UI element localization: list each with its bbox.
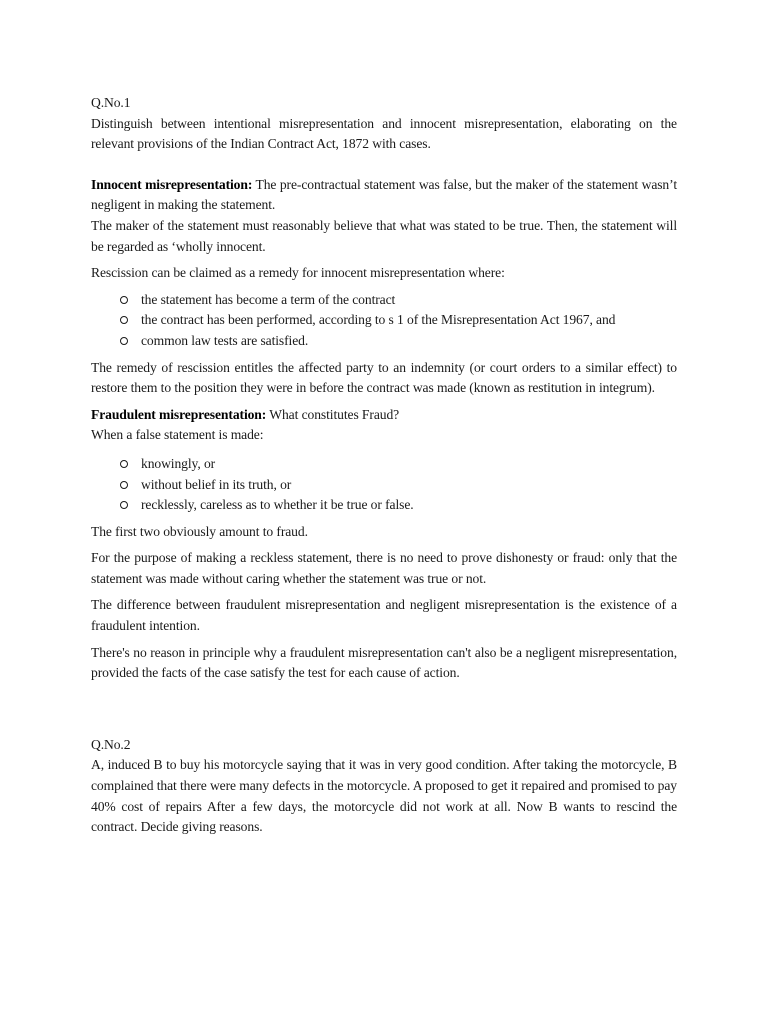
innocent-heading: Innocent misrepresentation: (91, 176, 253, 192)
question-1-text: Distinguish between intentional misrepresentation and innocent misrepresentation, elaborating on the relevant provisions of the Indian Contract Act, 1872 with cases. (91, 115, 677, 152)
question-1-label: Q.No.1 (91, 95, 131, 110)
innocent-paragraph-2: The maker of the statement must reasonably believe that what was stated to be true. Then, the statement will be regarded as ‘wholly innocent. (91, 217, 677, 254)
list-item: common law tests are satisfied. (141, 331, 677, 352)
first-two-paragraph: The first two obviously amount to fraud. (91, 523, 308, 539)
list-item: the statement has become a term of the contract (141, 290, 677, 311)
fraud-paragraph (91, 405, 677, 426)
reckless-paragraph: For the purpose of making a reckless statement, there is no need to prove dishonesty or fraud: only that the statement was made without caring whether the statement was true or not. (91, 550, 677, 586)
rescission-list (91, 290, 677, 352)
list-item: knowingly, or (141, 454, 677, 475)
remedy-paragraph: The remedy of rescission entitles the affected party to an indemnity (or court orders to a similar effect) to restore them to the position they were in before the contract was made (known as restitution in integrum). (91, 359, 677, 396)
rescission-intro: Rescission can be claimed as a remedy for innocent misrepresentation where: (91, 265, 505, 281)
difference-paragraph: The difference between fraudulent misrepresentation and negligent misrepresentation is the existence of a fraudulent intention. (91, 597, 677, 634)
list-item: the contract has been performed, according to s 1 of the Misrepresentation Act 1967, and (141, 310, 677, 331)
list-item: without belief in its truth, or (141, 475, 677, 496)
fraud-question: What constitutes Fraud? (266, 406, 400, 422)
question-2-label: Q.No.2 (91, 736, 131, 752)
fraud-when: When a false statement is made: (91, 427, 264, 443)
innocent-paragraph (91, 175, 677, 216)
question-2-text: A, induced B to buy his motorcycle saying that it was in very good condition. After taking the motorcycle, B complained that there were many defects in the motorcycle. A proposed to get it repaired and promised to pay 40% cost of repairs After a few days, the motorcycle did not work at all. Now B wants to rescind the contract. Decide giving reasons. (91, 757, 677, 835)
innocent-text: The pre-contractual statement was false, but the maker of the statement wasn’t negligent in making the statement. (91, 176, 677, 213)
principle-paragraph: There's no reason in principle why a fraudulent misrepresentation can't also be a negligent misrepresentation, provided the facts of the case satisfy the test for each cause of action. (91, 644, 677, 681)
fraud-heading: Fraudulent misrepresentation: (91, 406, 267, 422)
fraud-list (91, 454, 677, 516)
document-page (91, 93, 677, 838)
list-item: recklessly, careless as to whether it be true or false. (141, 495, 677, 516)
